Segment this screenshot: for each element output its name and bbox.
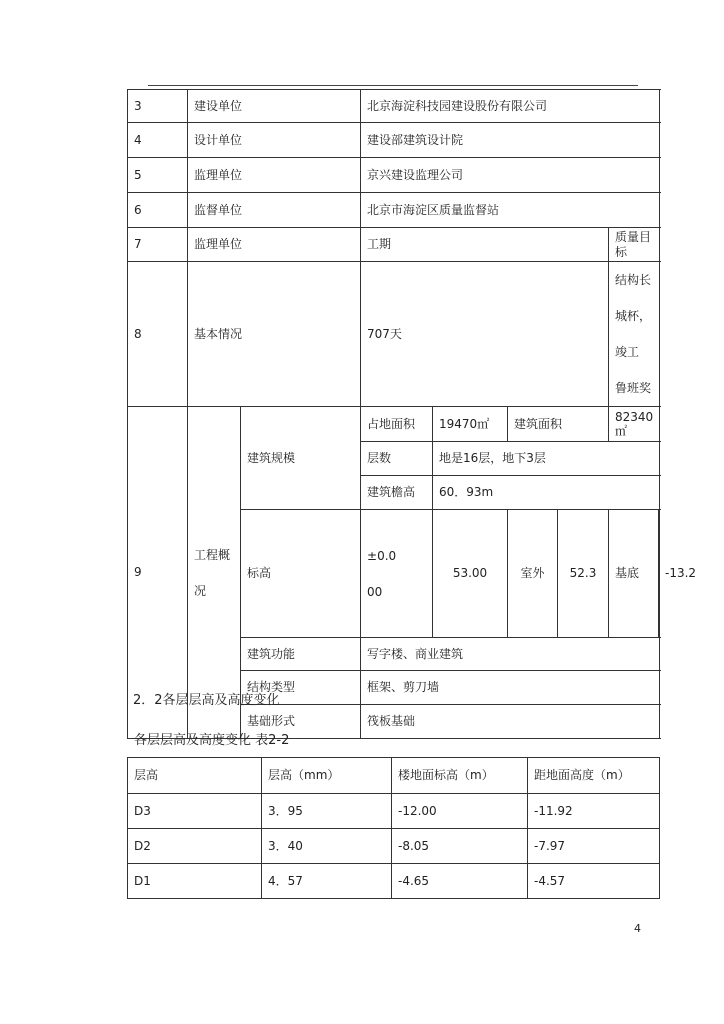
overview-label-line: 工程概 — [194, 547, 231, 562]
table-cell: D3 — [128, 794, 262, 829]
table-cell: D2 — [128, 829, 262, 864]
row-value: 北京海淀科技园建设股份有限公司 — [361, 90, 660, 123]
column-header: 距地面高度（m） — [528, 758, 660, 794]
row-label: 监理单位 — [188, 228, 361, 262]
floors-label: 层数 — [361, 442, 433, 476]
land-area-value: 19470㎡ — [433, 407, 508, 442]
table-cell: D1 — [128, 864, 262, 899]
quality-goal-value — [609, 262, 660, 407]
table-row — [128, 228, 660, 262]
floors-value: 地是16层，地下3层 — [433, 442, 660, 476]
column-header: 层高（mm） — [262, 758, 392, 794]
quality-goal-line: 结构长城杯，竣工 — [615, 273, 652, 359]
scale-label: 建筑规模 — [241, 407, 361, 510]
structure-value: 框架、剪刀墙 — [361, 671, 660, 705]
table-row — [128, 794, 660, 829]
base-value: -13.2 — [659, 510, 660, 638]
row-number: 5 — [128, 158, 188, 193]
height-label: 建筑檐高 — [361, 476, 433, 510]
floor-area-value: 82340㎡ — [609, 407, 660, 442]
table-cell: 4．57 — [262, 864, 392, 899]
table-caption: 各层层高及高度变化 表2-2 — [134, 733, 290, 748]
quality-goal-line: 鲁班奖 — [615, 381, 652, 395]
outdoor-label: 室外 — [508, 510, 558, 638]
table-cell: -4.57 — [528, 864, 660, 899]
column-header: 楼地面标高（m） — [392, 758, 528, 794]
row-value: 北京市海淀区质量监督站 — [361, 193, 660, 228]
elevation-zero-line: 00 — [367, 584, 383, 599]
outdoor-value: 52.3 — [558, 510, 609, 638]
duration-header: 工期 — [361, 228, 609, 262]
row-label: 建设单位 — [188, 90, 361, 123]
row-label: 监督单位 — [188, 193, 361, 228]
header-rule — [148, 85, 638, 86]
function-value: 写字楼、商业建筑 — [361, 638, 660, 671]
column-header: 层高 — [128, 758, 262, 794]
table-cell: -12.00 — [392, 794, 528, 829]
table-cell: 3．95 — [262, 794, 392, 829]
row-label: 监理单位 — [188, 158, 361, 193]
table-cell: -4.65 — [392, 864, 528, 899]
row-number: 3 — [128, 90, 188, 123]
table-header-row — [128, 758, 660, 794]
table-row — [128, 193, 660, 228]
table-row — [128, 262, 660, 407]
elevation-zero-value: 53.00 — [433, 510, 508, 638]
elevation-zero-line: ±0.0 — [367, 548, 397, 563]
base-label: 基底 — [609, 510, 659, 638]
elevation-zero-label — [361, 510, 433, 638]
duration-value: 707天 — [361, 262, 609, 407]
structure-label: 结构类型 — [241, 671, 361, 705]
row-number: 6 — [128, 193, 188, 228]
foundation-label: 基础形式 — [241, 705, 361, 739]
row-label: 设计单位 — [188, 123, 361, 158]
height-value: 60．93m — [433, 476, 660, 510]
foundation-value: 筏板基础 — [361, 705, 660, 739]
floor-height-table — [127, 757, 660, 899]
table-row — [128, 864, 660, 899]
row-value: 京兴建设监理公司 — [361, 158, 660, 193]
row-number: 9 — [128, 407, 188, 739]
table-cell: -7.97 — [528, 829, 660, 864]
table-row — [128, 407, 660, 442]
floor-area-label: 建筑面积 — [508, 407, 609, 442]
table-row — [128, 123, 660, 158]
table-row — [128, 829, 660, 864]
row-number: 8 — [128, 262, 188, 407]
row-label: 基本情况 — [188, 262, 361, 407]
quality-goal-header: 质量目标 — [609, 228, 660, 262]
table-cell: -8.05 — [392, 829, 528, 864]
row-number: 7 — [128, 228, 188, 262]
table-row — [128, 90, 660, 123]
project-info-table — [127, 89, 697, 739]
table-cell: 3．40 — [262, 829, 392, 864]
page-number: 4 — [634, 922, 641, 935]
land-area-label: 占地面积 — [361, 407, 433, 442]
table-cell: -11.92 — [528, 794, 660, 829]
elevation-label: 标高 — [241, 510, 361, 638]
row-value: 建设部建筑设计院 — [361, 123, 660, 158]
function-label: 建筑功能 — [241, 638, 361, 671]
row-number: 4 — [128, 123, 188, 158]
overview-label-line: 况 — [194, 583, 207, 598]
section-title: 2．2各层层高及高度变化 — [133, 693, 280, 708]
table-row — [128, 158, 660, 193]
